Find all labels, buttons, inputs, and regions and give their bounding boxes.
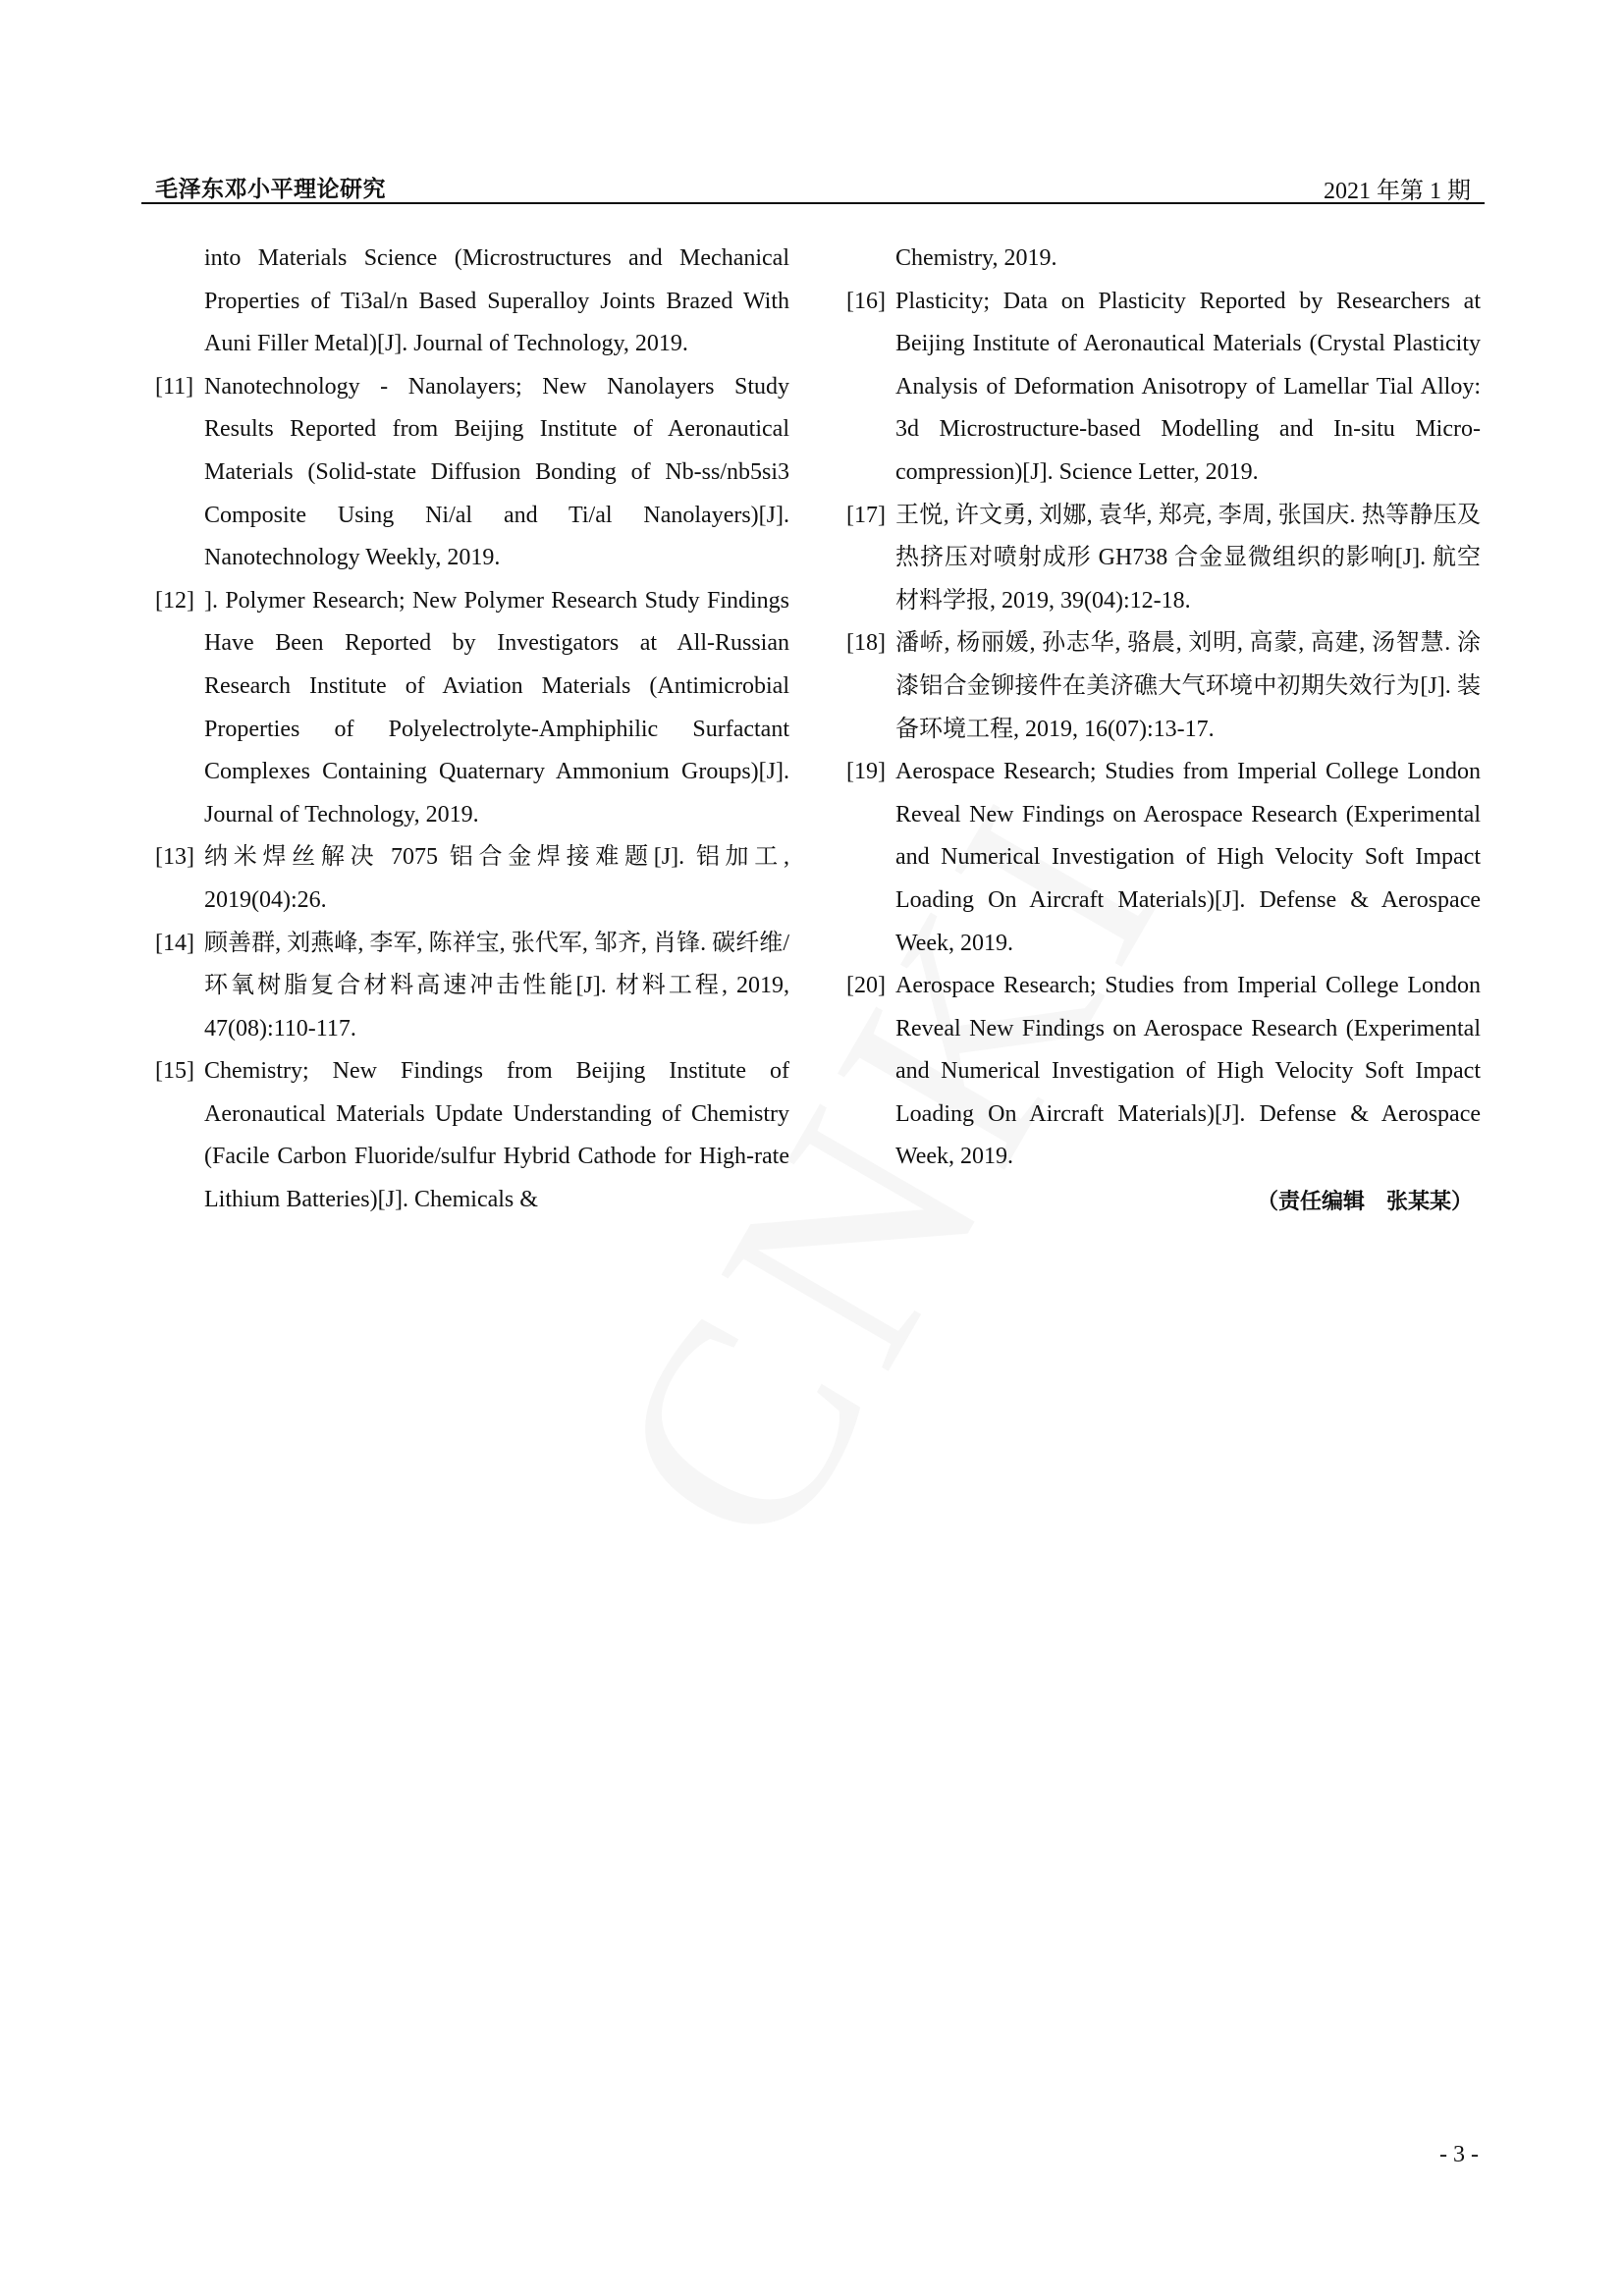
reference-16 (846, 281, 1481, 495)
issue-label: 2021 年第 1 期 (1324, 179, 1471, 204)
reference-number: [14] (155, 930, 194, 956)
responsible-editor: （责任编辑 张某某） (1256, 1190, 1473, 1215)
reference-number: [16] (846, 288, 886, 314)
reference-text: Aerospace Research; Studies from Imperial College London Reveal New Findings on Aerospace Research (Experimental and Numerical Investigation of High Velocity Soft Impact Loading On Aircraft Materials)[J]. Defense & Aerospace Week, 2019. (895, 759, 1481, 956)
reference-19 (846, 751, 1481, 965)
reference-text: Nanotechnology - Nanolayers; New Nanolayers Study Results Reported from Beijing Institute of Aeronautical Materials (Solid-state Diffusion Bonding of Nb-ss/nb5si3 Composite Using Ni/al and Ti/al Nanolayers)[J]. Nanotechnology Weekly, 2019. (204, 373, 789, 571)
reference-number: [13] (155, 844, 194, 871)
reference-continuation (846, 238, 1481, 281)
reference-text: Aerospace Research; Studies from Imperial College London Reveal New Findings on Aerospace Research (Experimental and Numerical Investigation of High Velocity Soft Impact Loading On Aircraft Materials)[J]. Defense & Aerospace Week, 2019. (895, 973, 1481, 1170)
reference-text: 顾善群, 刘燕峰, 李军, 陈祥宝, 张代军, 邹齐, 肖锋. 碳纤维/环氧树脂复合材料高速冲击性能[J]. 材料工程, 2019, 47(08):110-117. (204, 930, 789, 1041)
reference-text: 王悦, 许文勇, 刘娜, 袁华, 郑亮, 李周, 张国庆. 热等静压及热挤压对喷射成形 GH738 合金显微组织的影响[J]. 航空材料学报, 2019, 39(04):12-18. (895, 502, 1481, 614)
journal-name: 毛泽东邓小平理论研究 (155, 177, 386, 202)
reference-number: [20] (846, 973, 886, 999)
header-rule (141, 202, 1485, 204)
reference-12 (155, 580, 789, 837)
reference-text: Plasticity; Data on Plasticity Reported by Researchers at Beijing Institute of Aeronautical Materials (Crystal Plasticity Analysis of Deformation Anisotropy of Lamellar Tial Alloy: 3d Microstructure-based Modelling and In-situ Micro-compression)[J]. Science Letter, 2019. (895, 288, 1481, 485)
reference-number: [15] (155, 1058, 194, 1085)
left-column (155, 238, 789, 1222)
reference-text: 纳米焊丝解决 7075 铝合金焊接难题[J]. 铝加工, 2019(04):26. (204, 844, 789, 913)
reference-number: [11] (155, 373, 194, 400)
reference-20 (846, 965, 1481, 1179)
reference-text: Chemistry; New Findings from Beijing Institute of Aeronautical Materials Update Understanding of Chemistry (Facile Carbon Fluoride/sulfur Hybrid Cathode for High-rate Lithium Batteries)[J]. Chemicals & (204, 1058, 789, 1213)
reference-text: ]. Polymer Research; New Polymer Research Study Findings Have Been Reported by Investigators at All-Russian Research Institute of Aviation Materials (Antimicrobial Properties of Polyelectrolyte-Amphiphilic Surfactant Complexes Containing Quaternary Ammonium Groups)[J]. Journal of Technology, 2019. (204, 587, 789, 828)
running-header (141, 169, 1485, 204)
reference-11 (155, 366, 789, 580)
reference-18 (846, 622, 1481, 751)
reference-14 (155, 923, 789, 1051)
reference-number: [18] (846, 630, 886, 657)
reference-number: [12] (155, 587, 194, 614)
reference-text: 潘峤, 杨丽媛, 孙志华, 骆晨, 刘明, 高蒙, 高建, 汤智慧. 涂漆铝合金铆接件在美济礁大气环境中初期失效行为[J]. 装备环境工程, 2019, 16(07):13-17. (895, 630, 1481, 742)
page-number: - 3 - (1439, 2142, 1479, 2167)
reference-text: Chemistry, 2019. (895, 245, 1057, 271)
reference-17 (846, 495, 1481, 623)
reference-continuation (155, 238, 789, 366)
reference-13 (155, 836, 789, 922)
right-column (846, 238, 1481, 1224)
reference-number: [17] (846, 502, 886, 528)
reference-15 (155, 1050, 789, 1221)
reference-number: [19] (846, 759, 886, 785)
reference-text: into Materials Science (Microstructures and Mechanical Properties of Ti3al/n Based Superalloy Joints Brazed With Auni Filler Metal)[J]. Journal of Technology, 2019. (204, 245, 789, 357)
